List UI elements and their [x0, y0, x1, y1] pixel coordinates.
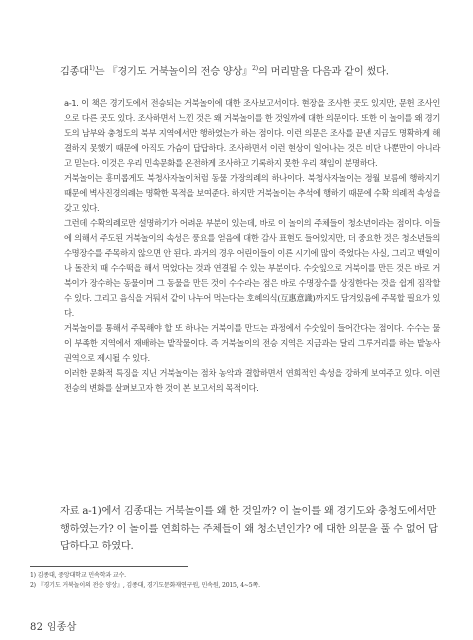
- footnote-1: 1) 김종대, 중앙대학교 민속학과 교수.: [30, 572, 126, 579]
- quote-paragraph: 거북놀이는 흥미롭게도 북청사자놀이처럼 동물 가장의례의 하나이다. 북청사자놀이는 정월 보름에 행하지기 때문에 벽사진경의례는 명확한 목적을 보여준다. 하지만 거북놀이는 추석에 행하기 때문에 수확 의례적 속성을 갖고 있다.: [64, 173, 440, 213]
- author-name: 김종대: [60, 66, 89, 78]
- quote-paragraph: a-1. 이 책은 경기도에서 전승되는 거북놀이에 대한 조사보고서이다. 현장을 조사한 곳도 있지만, 문헌 조사인으로 다른 곳도 있다. 조사하면서 느낀 것은 왜 거북놀이를 한 것일까에 대한 의문이다. 또한 이 놀이를 왜 경기도의 남부와 충청도의 북부 지역에서만 행하였는가 하는 점이다. 이런 의문은 조사를 끝낸 지금도 명확하게 해결하지 못했기 때문에 아직도 가슴이 답답하다. 조사하면서 이런 현상이 일어나는 것은 비단 나뿐만이 아니라고 믿는다. 이것은 우리 민속문화를 온전하게 조사하고 기록하지 못한 우리 책임이 분명하다.: [64, 98, 440, 168]
- footnote-divider: [30, 566, 188, 567]
- intro-paragraph: [60, 60, 440, 81]
- closing-paragraph: 자료 a-1)에서 김종대는 거북놀이를 왜 한 것일까? 이 놀이를 왜 경기도와 충청도에서만 행하였는가? 이 놀이를 연희하는 주체들이 왜 청소년인가? 에 대한 의문을 풀 수 없어 답답하다고 하였다.: [60, 506, 438, 552]
- running-footer-author: 임종삼: [46, 622, 77, 633]
- footnote-ref-2[interactable]: 2): [252, 65, 258, 72]
- footnote-2: 2) 『경기도 거북놀이의 전승 양상』, 김종대, 경기도문화재연구원, 민속원, 2015, 4~5쪽.: [30, 582, 260, 589]
- footnotes: [30, 571, 450, 591]
- quote-paragraph: 이러한 문화적 특징을 지닌 거북놀이는 점차 농악과 결합하면서 연희적인 속성을 강하게 보여주고 있다. 이런 전승의 변화를 살펴보고자 한 것이 본 보고서의 목적이다.: [64, 368, 440, 393]
- quote-paragraph: 거북놀이를 통해서 주목해야 할 또 하나는 거북이를 만드는 과정에서 수숫잎이 들어간다는 점이다. 수수는 물이 부족한 지역에서 재배하는 밭작물이다. 즉 거북놀이의 전승 지역은 지금과는 달리 그루거리를 하는 밭농사권역으로 제시될 수 있다.: [64, 323, 440, 363]
- quote-paragraph: 그런데 수확의례로만 설명하기가 어려운 부분이 있는데, 바로 이 놀이의 주체들이 청소년이라는 점이다. 이들에 의해서 주도된 거북놀이의 속성은 풍요를 얻음에 대한 감사 표현도 들어있지만, 더 중요한 것은 청소년들의 수명장수를 주목하지 않으면 안 된다. 과거의 경우 어린이들이 이른 시기에 많이 죽었다는 사실, 그리고 백일이나 돌잔치 때 수수떡을 해서 먹었다는 것과 연결될 수 있는 부분이다. 수숫잎으로 거북이를 만든 것은 바로 거북이가 장수하는 동물이며 그 동물을 만든 것이 수수라는 점은 바로 수명장수를 상징한다는 것을 쉽게 짐작할 수 있다. 그리고 음식을 거둬서 같이 나누어 먹는다는 호혜의식(互惠意識)까지도 담겨있음에 주목할 필요가 있다.: [64, 218, 440, 318]
- footnote-ref-1[interactable]: 1): [88, 65, 95, 72]
- quoted-excerpt: [64, 96, 440, 396]
- page-footer: [30, 618, 77, 633]
- page-number: 82: [30, 622, 44, 633]
- intro-text-end: 의 머리말을 다음과 같이 썼다.: [257, 66, 389, 78]
- intro-text-mid: 는 『경기도 거북놀이의 전승 양상』: [94, 66, 253, 78]
